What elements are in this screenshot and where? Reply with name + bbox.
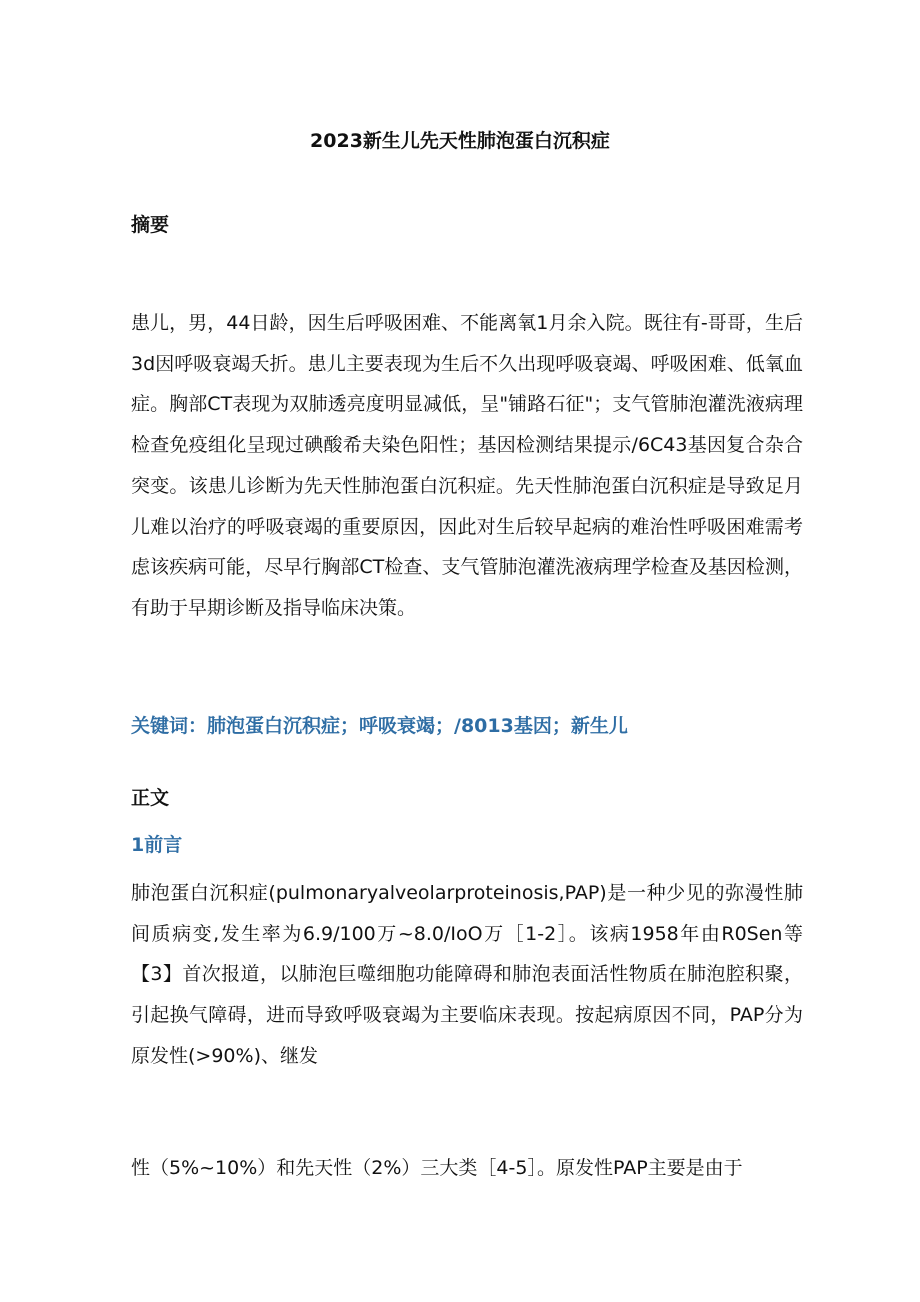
document-title: 2023新生儿先天性肺泡蛋白沉积症 — [310, 130, 610, 152]
section-heading-introduction: 1前言 — [131, 834, 183, 856]
intro-paragraph: 肺泡蛋白沉积症(pulmonaryalveolarproteinosis,PAP)是一种少见的弥漫性肺间质病变,发生率为6.9/100万~8.0/IoO万［1-2］。该病1958年由R0Sen等【3】首次报道，以肺泡巨噬细胞功能障碍和肺泡表面活性物质在肺泡腔积聚，引起换气障碍，进而导致呼吸衰竭为主要临床表现。按起病原因不同，PAP分为原发性(>90%)、继发 — [131, 882, 803, 1067]
body-heading: 正文 — [131, 787, 170, 809]
abstract-paragraph: 患儿，男，44日龄，因生后呼吸困难、不能离氧1月余入院。既往有-哥哥，生后3d因呼吸衰竭夭折。患儿主要表现为生后不久出现呼吸衰竭、呼吸困难、低氧血症。胸部CT表现为双肺透亮度明显减低，呈"铺路石征"；支气管肺泡灌洗液病理检查免疫组化呈现过碘酸希夫染色阳性；基因检测结果提示/6C43基因复合杂合突变。该患儿诊断为先天性肺泡蛋白沉积症。先天性肺泡蛋白沉积症是导致足月儿难以治疗的呼吸衰竭的重要原因，因此对生后较早起病的难治性呼吸困难需考虑该疾病可能，尽早行胸部CT检查、支气管肺泡灌洗液病理学检查及基因检测，有助于早期诊断及指导临床决策。 — [131, 312, 803, 619]
keywords-line: 关键词：肺泡蛋白沉积症；呼吸衰竭；/8013基因；新生儿 — [131, 715, 628, 737]
abstract-heading: 摘要 — [131, 214, 170, 236]
intro-paragraph-continued: 性（5%~10%）和先天性（2%）三大类［4-5］。原发性PAP主要是由于 — [131, 1157, 743, 1179]
